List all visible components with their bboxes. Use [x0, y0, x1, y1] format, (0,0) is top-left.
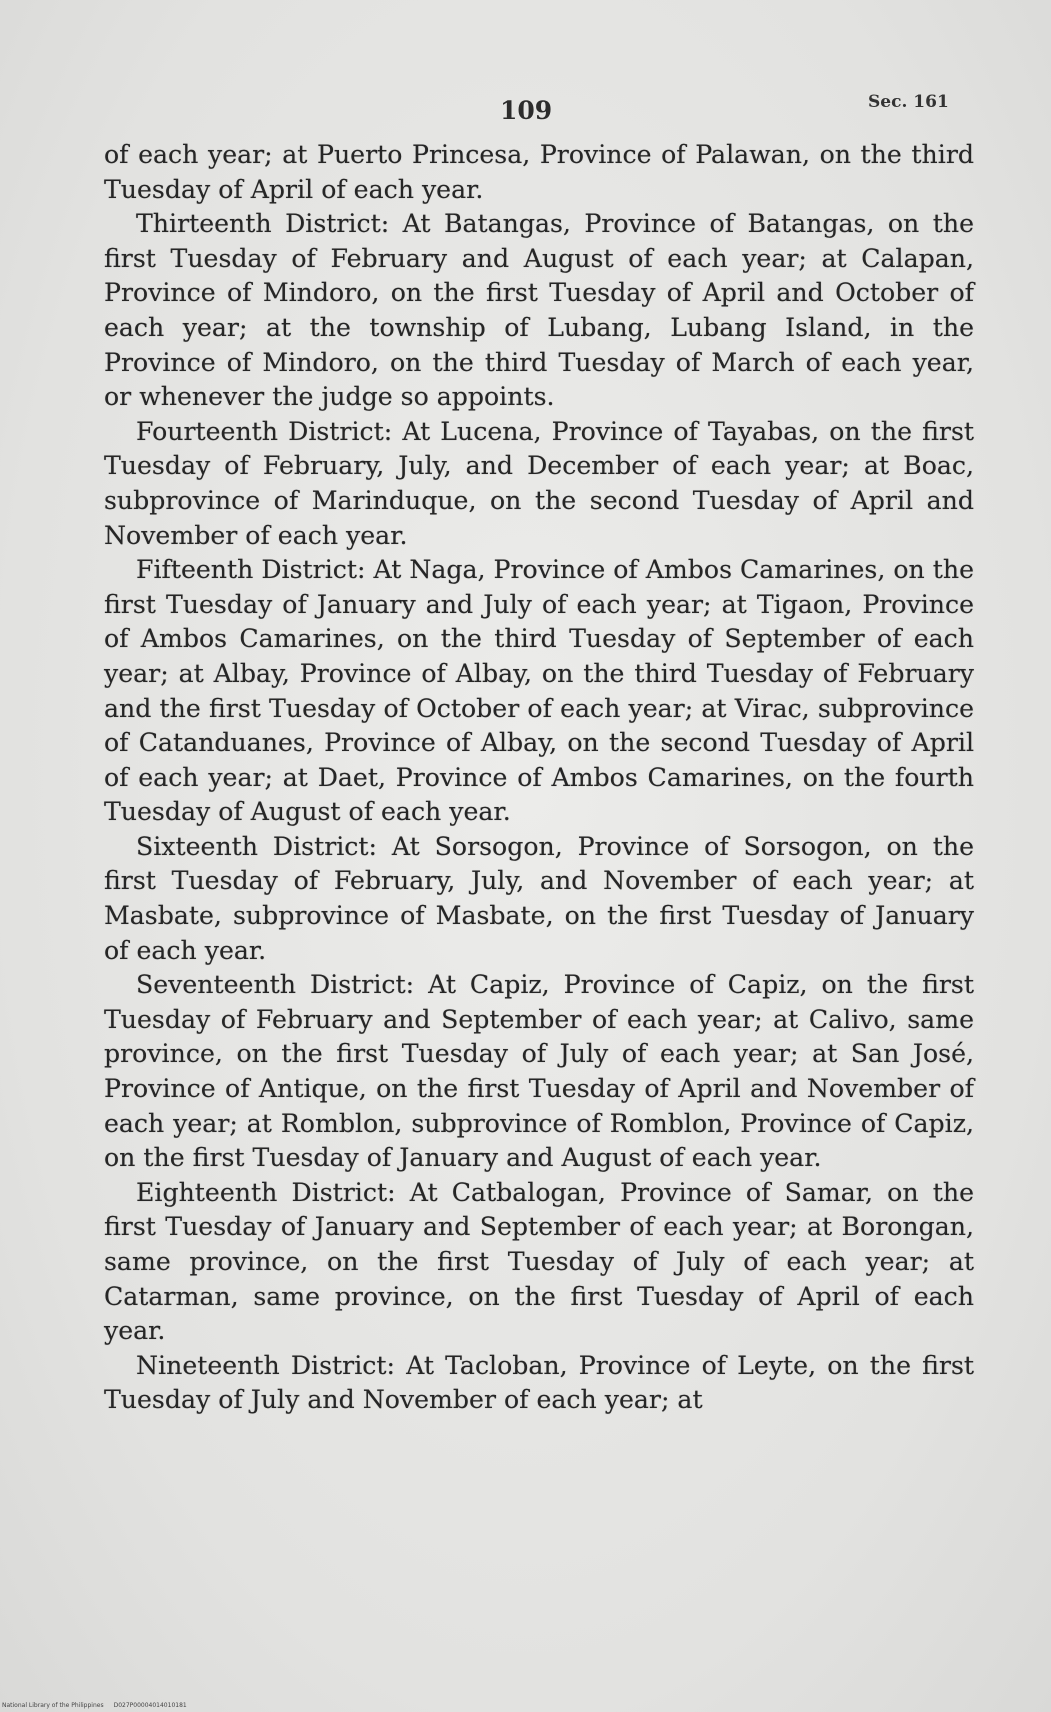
footer-identifier: D027P00004014010181 — [113, 1702, 187, 1709]
paragraph-fifteenth-district: Fifteenth District: At Naga, Province of Ambos Camarines, on the first Tuesday of January and July of each year; at Tigaon, Province of Ambos Camarines, on the third Tuesday of September of each year; at Albay, Province of Albay, on the third Tuesday of February and the first Tuesday of October of each year; at Virac, subprovince of Catanduanes, Province of Albay, on the second Tuesday of April of each year; at Daet, Province of Ambos Camarines, on the fourth Tuesday of August of each year. — [104, 555, 975, 827]
section-reference: Sec. 161 — [868, 92, 949, 112]
page-number: 109 — [500, 96, 553, 125]
paragraph-eighteenth-district: Eighteenth District: At Catbalogan, Province of Samar, on the first Tuesday of January and September of each year; at Borongan, same province, on the first Tuesday of July of each year; at Catarman, same province, on the first Tuesday of April of each year. — [104, 1177, 974, 1346]
page-header — [0, 92, 1051, 132]
paragraph-seventeenth-district: Seventeenth District: At Capiz, Province of Capiz, on the first Tuesday of February and September of each year; at Calivo, same province, on the first Tuesday of July of each year; at San José, Province of Antique, on the first Tuesday of April and November of each year; at Romblon, subprovince of Romblon, Province of Capiz, on the first Tuesday of January and August of each year. — [104, 970, 974, 1173]
paragraph-thirteenth-district: Thirteenth District: At Batangas, Province of Batangas, on the first Tuesday of February and August of each year; at Calapan, Province of Mindoro, on the first Tuesday of April and October of each year; at the township of Lubang, Lubang Island, in the Province of Mindoro, on the third Tuesday of March of each year, or whenever the judge so appoints. — [104, 209, 974, 412]
paragraph-sixteenth-district: Sixteenth District: At Sorsogon, Province of Sorsogon, on the first Tuesday of February, July, and November of each year; at Masbate, subprovince of Masbate, on the first Tuesday of January of each year. — [104, 831, 974, 965]
footer-credit: National Library of the Philippines — [2, 1702, 104, 1709]
paragraph-fourteenth-district: Fourteenth District: At Lucena, Province of Tayabas, on the first Tuesday of February, July, and December of each year; at Boac, subprovince of Marinduque, on the second Tuesday of April and November of each year. — [104, 416, 974, 550]
paragraph-nineteenth-district: Nineteenth District: At Tacloban, Province of Leyte, on the first Tuesday of July and November of each year; at — [104, 1350, 974, 1415]
paragraph-continuation: of each year; at Puerto Princesa, Province of Palawan, on the third Tuesday of April of each year. — [104, 140, 974, 204]
page-body — [104, 138, 974, 1578]
scan-footer — [2, 1702, 187, 1709]
